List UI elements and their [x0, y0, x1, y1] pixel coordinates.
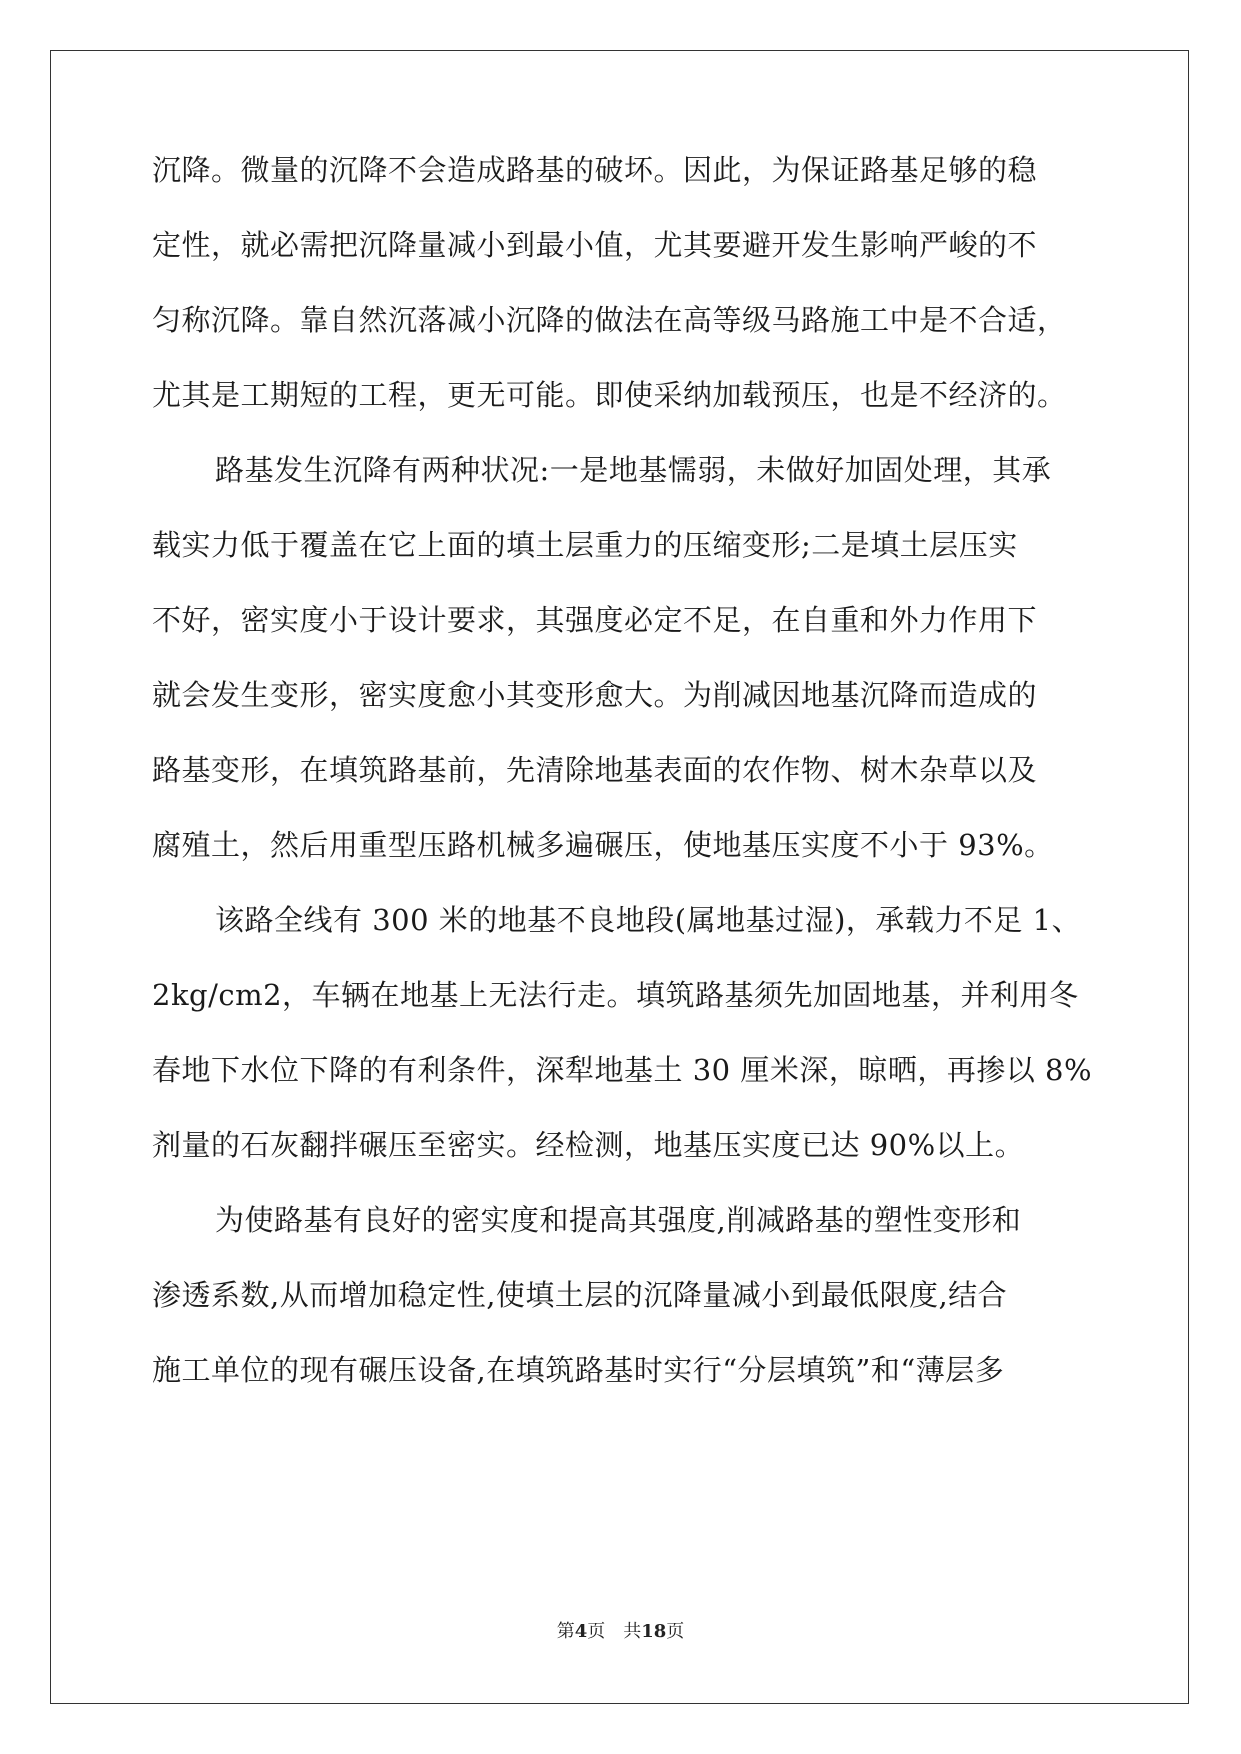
paragraph-first-line: 该路全线有 300 米的地基不良地段(属地基过湿)，承载力不足 1、 — [215, 903, 1082, 937]
page-number — [0, 1620, 1241, 1644]
text-line: 不好，密实度小于设计要求，其强度必定不足，在自重和外力作用下 — [152, 603, 1038, 637]
total-page-count: 18 — [641, 1621, 667, 1642]
page-number-prefix: 第 — [556, 1621, 575, 1642]
text-line: 尤其是工期短的工程，更无可能。即使采纳加载预压，也是不经济的。 — [152, 378, 1067, 412]
text-line: 匀称沉降。靠自然沉落减小沉降的做法在高等级马路施工中是不合适， — [152, 303, 1067, 337]
text-line: 2kg/cm2，车辆在地基上无法行走。填筑路基须先加固地基，并利用冬 — [152, 978, 1079, 1012]
paragraph-first-line: 路基发生沉降有两种状况:一是地基懦弱，未做好加固处理，其承 — [215, 453, 1052, 487]
text-line: 春地下水位下降的有利条件，深犁地基土 30 厘米深，晾晒，再掺以 8% — [152, 1053, 1093, 1087]
current-page-number: 4 — [574, 1621, 588, 1642]
page-number-mid: 页 共 — [587, 1621, 642, 1642]
text-line: 腐殖土，然后用重型压路机械多遍碾压，使地基压实度不小于 93%。 — [152, 828, 1054, 862]
page-border — [50, 50, 1189, 1704]
text-line: 渗透系数,从而增加稳定性,使填土层的沉降量减小到最低限度,结合 — [152, 1278, 1008, 1312]
text-line: 沉降。微量的沉降不会造成路基的破坏。因此，为保证路基足够的稳 — [152, 153, 1038, 187]
text-line: 路基变形，在填筑路基前，先清除地基表面的农作物、树木杂草以及 — [152, 753, 1038, 787]
text-line: 剂量的石灰翻拌碾压至密实。经检测，地基压实度已达 90%以上。 — [152, 1128, 1025, 1162]
paragraph-first-line: 为使路基有良好的密实度和提高其强度,削减路基的塑性变形和 — [215, 1203, 1022, 1237]
text-line: 就会发生变形，密实度愈小其变形愈大。为削减因地基沉降而造成的 — [152, 678, 1038, 712]
text-line: 定性，就必需把沉降量减小到最小值，尤其要避开发生影响严峻的不 — [152, 228, 1038, 262]
text-line: 施工单位的现有碾压设备,在填筑路基时实行“分层填筑”和“薄层多 — [152, 1353, 1005, 1387]
text-line: 载实力低于覆盖在它上面的填土层重力的压缩变形;二是填土层压实 — [152, 528, 1018, 562]
page-number-suffix: 页 — [666, 1621, 685, 1642]
